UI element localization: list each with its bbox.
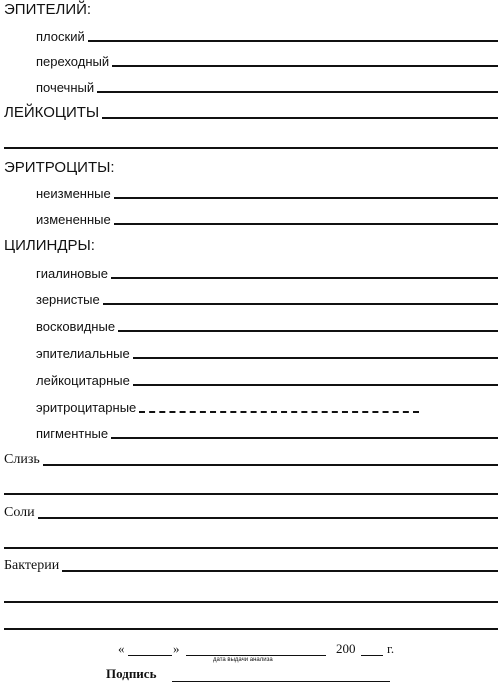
cast-leukocyte-label: лейкоцитарные [36,373,130,388]
epithelium-flat-label: плоский [36,29,85,44]
cast-pigment-label: пигментные [36,426,109,441]
cast-epithelial-row [36,347,498,360]
cast-erythrocyte-row [36,401,498,414]
date-year-prefix: 200 [336,641,356,656]
cast-erythrocyte-field[interactable] [139,411,419,413]
epithelium-renal-field[interactable] [97,91,498,93]
mucus-row [4,453,498,467]
epithelium-transitional-row [36,55,498,68]
cast-granular-field[interactable] [103,303,498,305]
cast-hyaline-row [36,267,498,280]
bacteria-extra-line-1[interactable] [4,601,498,603]
date-quote-open: « [118,641,125,656]
bacteria-label: Бактерии [4,558,60,573]
salts-row [4,506,498,520]
casts-heading: ЦИЛИНДРЫ: [4,237,95,254]
cast-epithelial-label: эпителиальные [36,346,130,361]
bacteria-row [4,559,498,573]
casts-heading-row [4,238,498,253]
erythrocytes-changed-row [36,213,498,226]
mucus-field[interactable] [43,464,498,466]
date-day-field[interactable] [128,655,172,656]
date-year-field[interactable] [361,655,383,656]
cast-waxy-label: восковидные [36,319,116,334]
cast-leukocyte-row [36,374,498,387]
mucus-extra-line[interactable] [4,493,498,495]
leukocytes-field[interactable] [102,117,498,119]
bacteria-extra-line-2[interactable] [4,628,498,630]
epithelium-transitional-field[interactable] [112,65,498,67]
epithelium-transitional-label: переходный [36,54,110,69]
cast-hyaline-field[interactable] [111,277,498,279]
erythrocytes-changed-label: измененные [36,212,111,227]
date-year-suffix: г. [387,641,395,656]
date-quote-close: » [173,641,180,656]
cast-epithelial-field[interactable] [133,357,498,359]
erythrocytes-unchanged-row [36,187,498,200]
erythrocytes-heading-row [4,160,498,175]
signature-label: Подпись [106,666,157,681]
epithelium-renal-label: почечный [36,80,95,95]
erythrocytes-unchanged-field[interactable] [114,197,498,199]
epithelium-flat-field[interactable] [88,40,498,42]
cast-waxy-row [36,320,498,333]
epithelium-flat-row [36,30,498,43]
cast-waxy-field[interactable] [118,330,498,332]
epithelium-heading-row [4,2,498,17]
cast-granular-label: зернистые [36,292,100,307]
salts-field[interactable] [38,517,498,519]
cast-pigment-field[interactable] [111,437,498,439]
erythrocytes-changed-field[interactable] [114,223,498,225]
erythrocytes-unchanged-label: неизменные [36,186,111,201]
salts-label: Соли [4,505,35,520]
date-caption: дата выдачи анализа [213,657,273,663]
cast-granular-row [36,293,498,306]
cast-hyaline-label: гиалиновые [36,266,108,281]
bacteria-field[interactable] [62,570,498,572]
erythrocytes-heading: ЭРИТРОЦИТЫ: [4,159,115,176]
cast-leukocyte-field[interactable] [133,384,498,386]
leukocytes-row [4,105,498,120]
epithelium-heading: ЭПИТЕЛИЙ: [4,1,92,18]
mucus-label: Слизь [4,452,40,467]
signature-field[interactable] [172,681,390,682]
leukocytes-extra-line[interactable] [4,147,498,149]
leukocytes-label: ЛЕЙКОЦИТЫ [4,104,100,121]
salts-extra-line[interactable] [4,547,498,549]
cast-erythrocyte-label: эритроцитарные [36,400,137,415]
cast-pigment-row [36,427,498,440]
epithelium-renal-row [36,81,498,94]
date-month-field[interactable] [186,655,326,656]
